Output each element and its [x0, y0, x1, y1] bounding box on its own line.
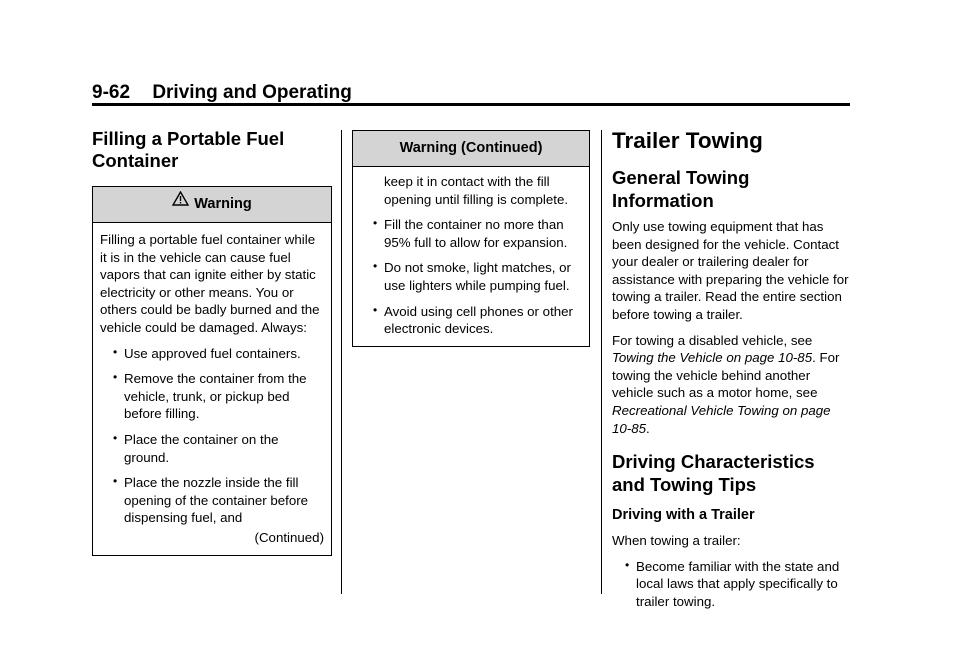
warning-body	[93, 223, 331, 555]
driving-characteristics-heading: Driving Characteristics and Towing Tips	[612, 451, 815, 496]
warning-continued-lead: keep it in contact with the fill opening until filling is complete.	[384, 174, 569, 207]
header-rule	[92, 103, 850, 106]
list-item: • Place the nozzle inside the fill opening of the container before dispensing fuel, and	[100, 474, 324, 527]
column-1	[92, 128, 332, 556]
page-header	[92, 82, 850, 104]
text-span: For towing a disabled vehicle, see	[612, 332, 813, 348]
list-item: • Use approved fuel containers.	[100, 345, 324, 363]
towing-bullets	[612, 558, 852, 611]
list-item: • Avoid using cell phones or other electronic devices.	[360, 303, 582, 338]
general-towing-heading: General Towing Information	[612, 167, 750, 211]
trailer-towing-heading: Trailer Towing	[612, 128, 763, 153]
warning-header	[93, 187, 331, 223]
list-item: • Remove the container from the vehicle, trunk, or pickup bed before filling.	[100, 370, 324, 423]
page-number: 9-62	[92, 82, 131, 103]
list-item: • Do not smoke, light matches, or use lighters while pumping fuel.	[360, 259, 582, 294]
list-item: • Place the container on the ground.	[100, 431, 324, 466]
text-span: . For towing the vehicle behind another vehicle such as a motor home, see	[612, 350, 840, 401]
list-item: • Become familiar with the state and local laws that apply specifically to trailer towing.	[612, 558, 852, 611]
column-3	[612, 128, 852, 611]
when-towing-text: When towing a trailer:	[612, 533, 741, 549]
fuel-container-heading: Filling a Portable Fuel Container	[92, 128, 285, 171]
column-divider-2	[601, 130, 602, 594]
warning-continued-body	[353, 167, 589, 346]
warning-continued-box	[352, 130, 590, 347]
towing-vehicle-link[interactable]: Towing the Vehicle on page 10-85	[612, 350, 813, 366]
warning-title: Warning	[194, 196, 252, 212]
column-divider-1	[341, 130, 342, 594]
column-2	[352, 130, 590, 347]
recreational-towing-link[interactable]: Recreational Vehicle Towing on page 10-85	[612, 402, 831, 436]
general-towing-paragraph: Only use towing equipment that has been designed for the vehicle. Contact your dealer or trailering dealer for assistance with preparing the vehicle for towing a trailer. Read the entire section before towing a trailer.	[612, 219, 849, 322]
warning-continued-bullets	[360, 216, 582, 338]
text-span: .	[646, 420, 650, 436]
warning-box	[92, 186, 332, 556]
section-title: Driving and Operating	[152, 82, 352, 103]
warning-intro: Filling a portable fuel container while it is in the vehicle can cause fuel vapors that can ignite either by static electricity or other means. You or others could be badly burned and the vehicle could be damaged. Always:	[100, 232, 320, 335]
list-item: • Fill the container no more than 95% full to allow for expansion.	[360, 216, 582, 251]
driving-trailer-subheading: Driving with a Trailer	[612, 507, 755, 524]
warning-continued-header: Warning (Continued)	[353, 131, 589, 167]
warning-bullets	[100, 345, 324, 527]
warning-triangle-icon	[172, 185, 189, 220]
continued-label: (Continued)	[254, 529, 324, 545]
towing-references-paragraph	[612, 332, 852, 438]
